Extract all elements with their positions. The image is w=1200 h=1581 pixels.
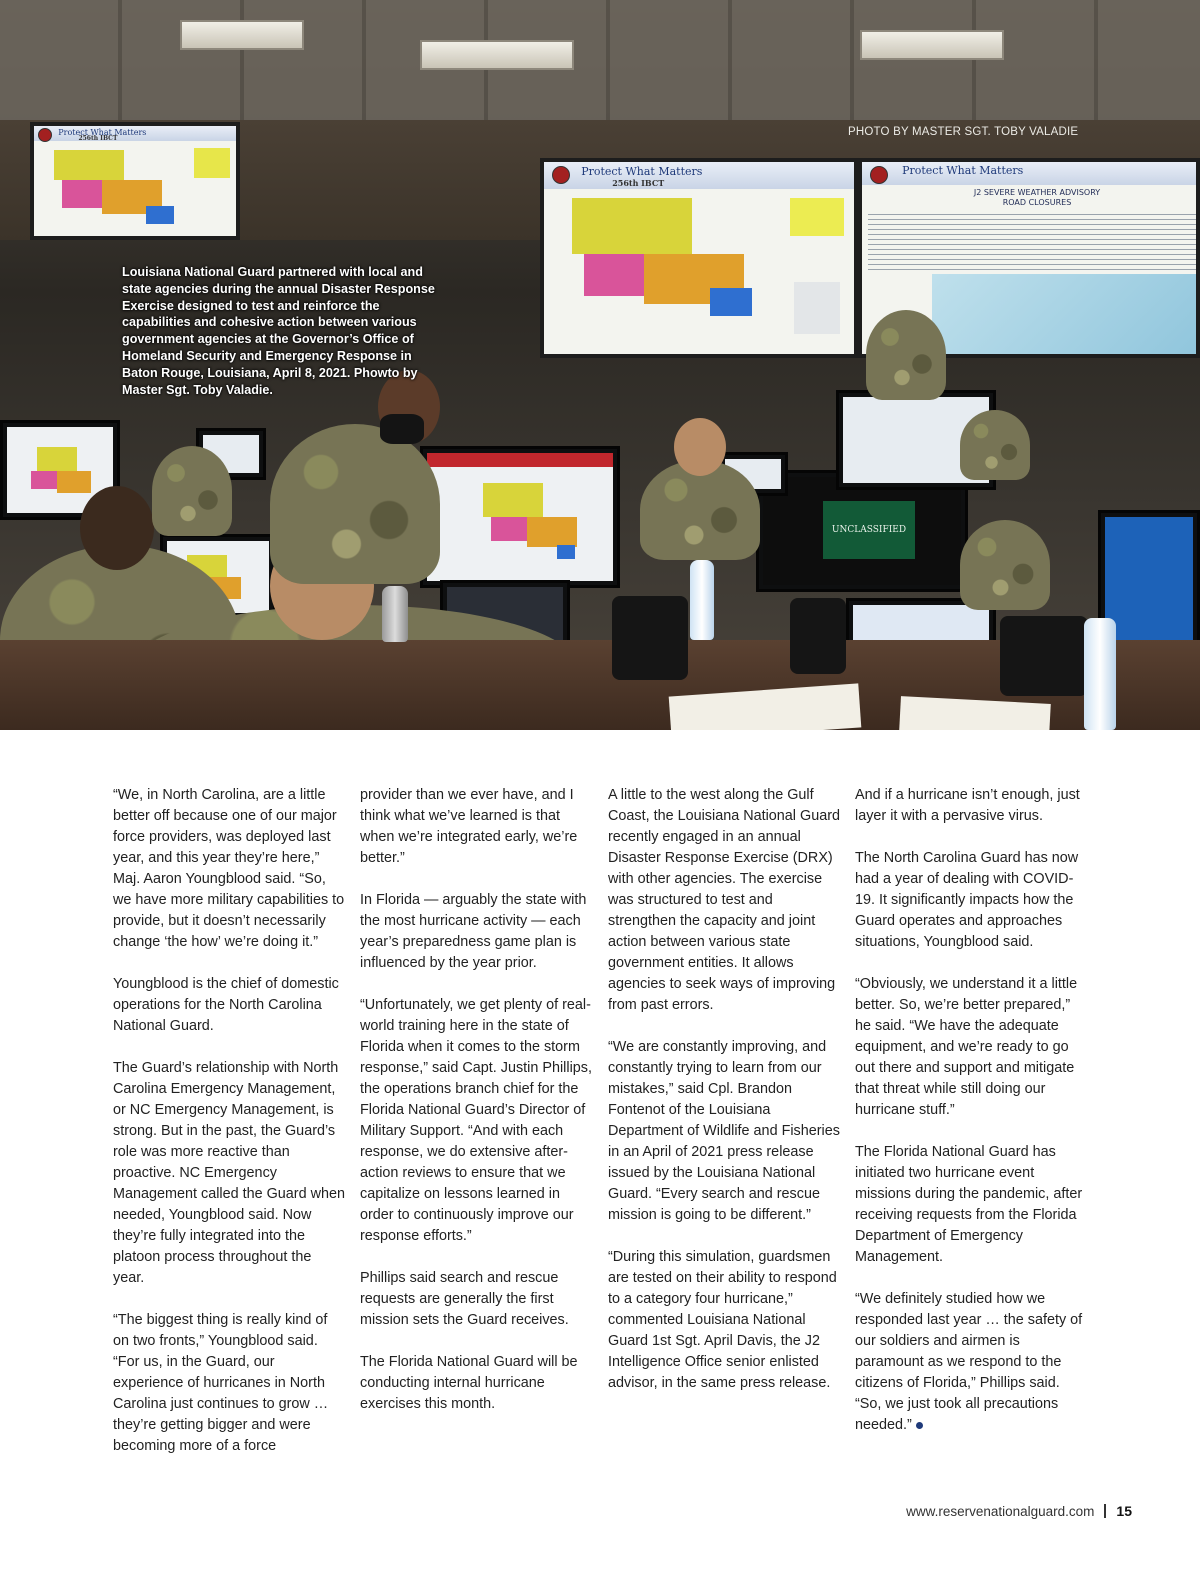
advisory-text-block [868,214,1198,274]
legend-box [790,198,844,236]
paragraph: In Florida — arguably the state with the most hurricane activity — each year’s preparedness game plan is influenced by the year prior. [360,892,587,971]
footer-divider [1104,1504,1106,1518]
page-footer [906,1503,1132,1519]
photo-caption: Louisiana National Guard partnered with local and state agencies during the annual Disaster Response Exercise designed to test and reinforce the capabilities and cohesive action between various government agencies at the Governor’s Office of Homeland Security and Emergency Response in Baton Rouge, Louisiana, April 8, 2021. Phowto by Master Sgt. Toby Valadie. [122,265,435,397]
footer-url[interactable]: www.reservenationalguard.com [906,1504,1095,1519]
paragraph: “Obviously, we understand it a little better. So, we’re better prepared,” he said. “We have the adequate equipment, and we’re ready to go out there and support and mitigate that threat while still doing our hurricane stuff.” [855,976,1078,1118]
drink-bottle [382,586,408,642]
seal-icon [38,128,52,142]
map-region [572,198,692,254]
paragraph: “We are constantly improving, and constantly trying to learn from our mistakes,” said Cpl. Brandon Fontenot of the Louisiana Department of Wildlife and Fisheries in an April of 2021 press release issued by the Louisiana National Guard. “Every search and rescue mission is going to be different.” [608,1039,840,1223]
desk-phone [1000,616,1088,696]
paragraph: “The biggest thing is really kind of on two fronts,” Youngblood said. “For us, in the Guard, our experience of hurricanes in North Carolina just continues to grow … they’re getting bigger and were becoming more of a force [113,1312,329,1454]
unclassified-label: UNCLASSIFIED [831,525,907,535]
paragraph: The Florida National Guard has initiated two hurricane event missions during the pandemic, after receiving requests from the Florida Department of Emergency Management. [855,1144,1083,1265]
legend-box [794,282,840,334]
ceiling-light [420,40,574,70]
hero-photo [0,0,1200,730]
video-wall-left-title: Protect What Matters [581,164,703,178]
article-column-2 [360,785,592,1436]
soldier [960,410,1030,480]
soldier [866,310,946,400]
paragraph: “Unfortunately, we get plenty of real-world training here in the state of Florida when it comes to the storm response,” said Capt. Justin Phillips, the operations branch chief for the Florida National Guard’s Director of Military Support. “And with each response, we do extensive after-action reviews to ensure that we capitalize on lessons learned in order to continuously improve our response efforts.” [360,997,592,1244]
map-region [710,288,752,316]
video-wall-right-subtitle: J2 SEVERE WEATHER ADVISORY ROAD CLOSURES [973,188,1101,207]
paragraph: “During this simulation, guardsmen are tested on their ability to respond to a category four hurricane,” commented Louisiana National Guard 1st Sgt. April Davis, the J2 Intelligence Office senior enlisted advisor, in the same press release. [608,1249,837,1391]
soldier [960,520,1050,610]
paragraph: A little to the west along the Gulf Coast, the Louisiana National Guard recently engaged in an annual Disaster Response Exercise (DRX) with other agencies. The exercise was structured to test and strengthen the capacity and joint action between various state government entities. It allows agencies to seek ways of improving from past errors. [608,787,840,1013]
water-bottle [690,560,714,640]
paragraph: “We, in North Carolina, are a little better off because one of our major force providers, was deployed last year, and this year they’re here,” Maj. Aaron Youngblood said. “So, we have more military capabilities to provide, but it doesn’t necessarily change ‘the how’ we’re doing it.” [113,787,345,950]
video-wall-left [540,158,858,358]
paragraph: And if a hurricane isn’t enough, just layer it with a pervasive virus. [855,787,1080,824]
small-tv-title: Protect What Matters [58,127,147,137]
paragraph: Phillips said search and rescue requests are generally the first mission sets the Guard receives. [360,1270,569,1328]
soldier-head [80,486,154,570]
legend-box [194,148,230,178]
article-column-1 [113,785,345,1478]
map-region [146,206,174,224]
seal-icon [552,166,570,184]
soldier [152,446,232,536]
paragraph: provider than we ever have, and I think what we’ve learned is that when we’re integrated early, we’re better.” [360,787,578,866]
ceiling-light [180,20,304,50]
desk-monitor [420,446,620,588]
paragraph-text: “We definitely studied how we responded last year … the safety of our soldiers and airmen is paramount as we respond to the citizens of Florida,” Phillips said. “So, we just took all precautions needed.” [855,1291,1083,1433]
article-column-4 [855,785,1087,1457]
video-wall-right-title: Protect What Matters [902,164,1024,178]
paragraph: Youngblood is the chief of domestic operations for the North Carolina National Guard. [113,976,339,1034]
article-body [113,785,1088,1485]
photo-credit: PHOTO BY MASTER SGT. TOBY VALADIE [848,126,1079,138]
paragraph: The Florida National Guard will be conducting internal hurricane exercises this month. [360,1354,578,1412]
end-mark-icon [916,1422,923,1429]
paragraph: The Guard’s relationship with North Carolina Emergency Management, or NC Emergency Management, is strong. But in the past, the Guard’s role was more reactive than proactive. NC Emergency Management called the Guard when needed, Youngblood said. Now they’re fully integrated into the platoon process throughout the year. [113,1060,345,1286]
small-tv-subtitle: 256th IBCT [78,134,118,142]
soldier [270,424,440,584]
soldier-head [674,418,726,476]
unclassified-banner [823,501,915,559]
page-number: 15 [1116,1503,1132,1519]
water-bottle [1084,618,1116,730]
paragraph-last [855,1289,1087,1436]
video-wall-left-subtitle: 256th IBCT [612,177,665,188]
paragraph: The North Carolina Guard has now had a year of dealing with COVID-19. It significantly impacts how the Guard operates and approaches situations, Youngblood said. [855,850,1079,950]
map-region [584,254,644,296]
desk-phone [612,596,688,680]
seal-icon [870,166,888,184]
map-region [62,180,102,208]
map-region [54,150,124,180]
ceiling-light [860,30,1004,60]
desk-phone [790,598,846,674]
face-mask [380,414,424,444]
road-map [932,274,1200,358]
article-column-3 [608,785,840,1415]
small-wall-tv [30,122,240,240]
